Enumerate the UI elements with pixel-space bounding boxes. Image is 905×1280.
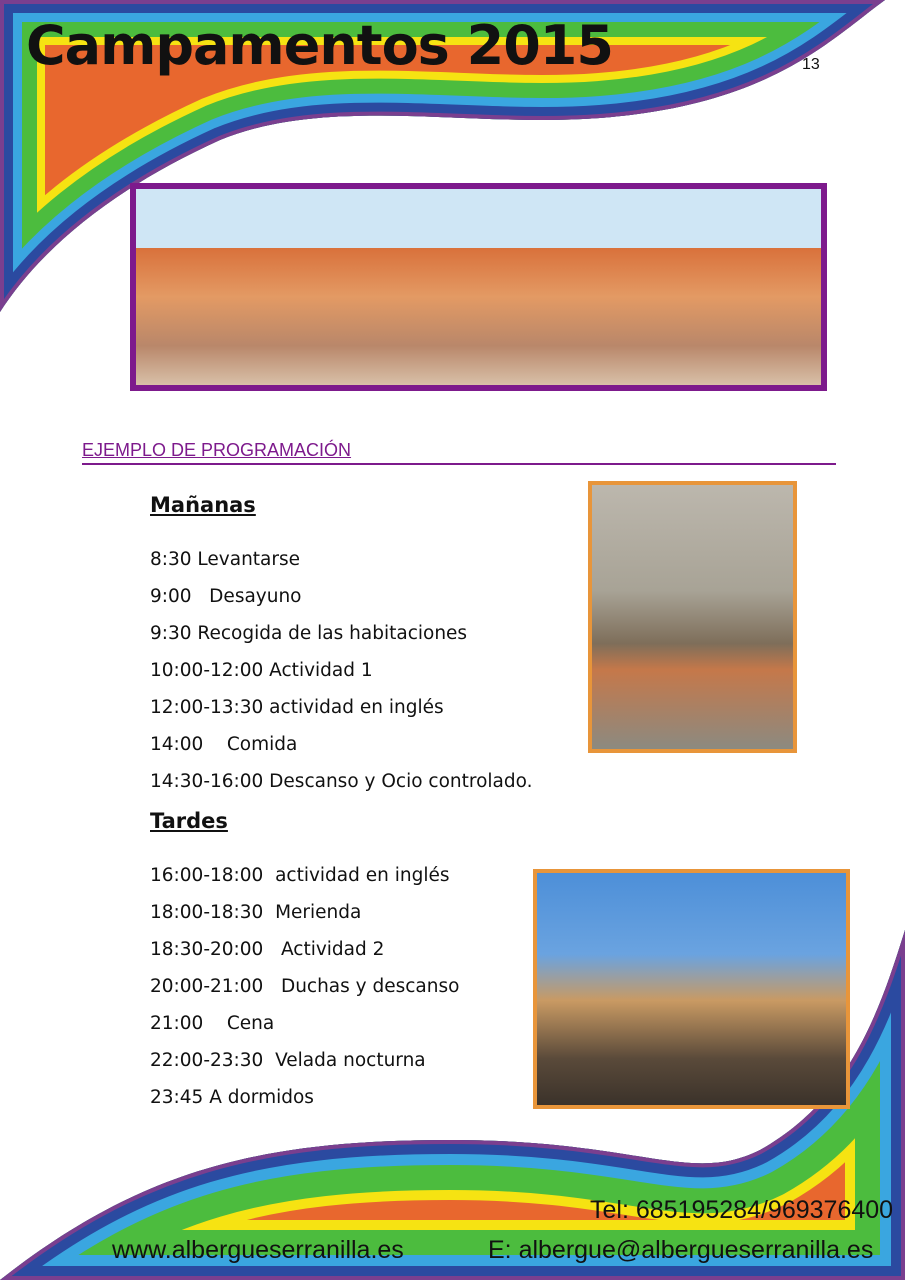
schedule-item: 12:00-13:30 actividad en inglés [150, 697, 444, 718]
page-number: 13 [802, 56, 820, 73]
schedule-item: 16:00-18:00 actividad en inglés [150, 865, 450, 886]
schedule-item: 21:00 Cena [150, 1013, 275, 1034]
schedule-item: 18:30-20:00 Actividad 2 [150, 939, 385, 960]
section-title: EJEMPLO DE PROGRAMACIÓN [82, 440, 836, 465]
schedule-item: 22:00-23:30 Velada nocturna [150, 1050, 426, 1071]
schedule-item: 8:30 Levantarse [150, 549, 301, 570]
schedule-item: 23:45 A dormidos [150, 1087, 314, 1108]
schedule-item: 10:00-12:00 Actividad 1 [150, 660, 373, 681]
tardes-heading: Tardes [150, 809, 228, 833]
schedule-item: 9:30 Recogida de las habitaciones [150, 623, 468, 644]
mananas-heading: Mañanas [150, 493, 256, 517]
schedule-item: 14:30-16:00 Descanso y Ocio controlado. [150, 771, 533, 792]
schedule-item: 9:00 Desayuno [150, 586, 302, 607]
schedule-item: 14:00 Comida [150, 734, 298, 755]
photo-albergue-porch [130, 183, 827, 391]
photo-kids-stairs [533, 869, 850, 1109]
schedule-item: 18:00-18:30 Merienda [150, 902, 362, 923]
footer-website[interactable]: www.albergueserranilla.es [112, 1236, 404, 1264]
photo-group-cliff [588, 481, 797, 753]
page-title: Campamentos 2015 [26, 14, 613, 77]
footer-phone: Tel: 685195284/969376400 [590, 1196, 894, 1224]
schedule-item: 20:00-21:00 Duchas y descanso [150, 976, 460, 997]
footer-email[interactable]: E: albergue@albergueserranilla.es [488, 1236, 874, 1264]
